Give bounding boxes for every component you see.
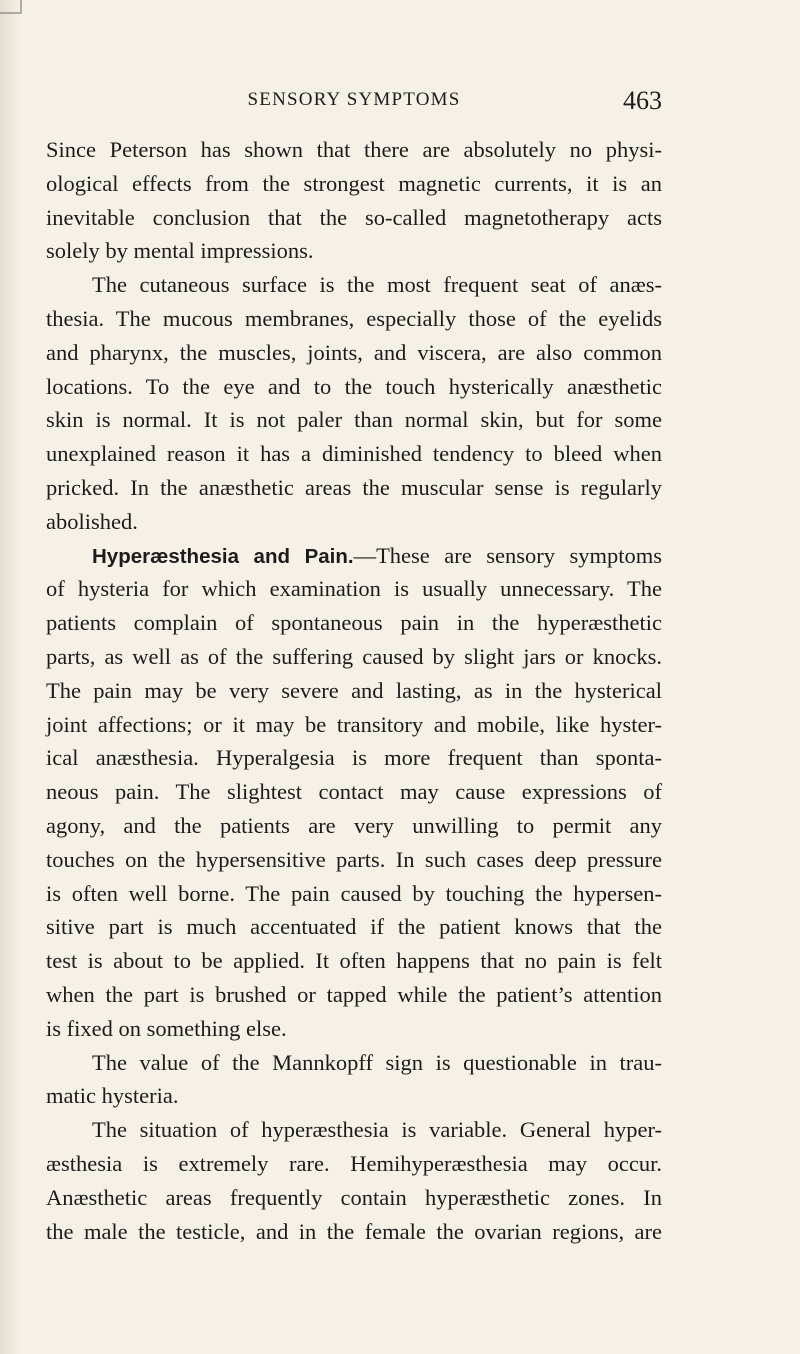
- text-line: [46, 1012, 662, 1046]
- line-text: solely by mental impressions.: [46, 238, 314, 264]
- text-line: [46, 1215, 662, 1249]
- line-text: Since Peterson has shown that there are absolutely no physi-: [46, 137, 662, 162]
- line-text: ical anæsthesia. Hyperalgesia is more frequent than sponta-: [46, 745, 662, 771]
- line-text: and pharynx, the muscles, joints, and viscera, are also common: [46, 339, 662, 365]
- line-text: unexplained reason it has a diminished tendency to bleed when: [46, 441, 662, 467]
- text-line: [46, 1181, 662, 1215]
- text-line: [46, 1147, 662, 1181]
- line-text: skin is normal. It is not paler than normal skin, but for some: [46, 407, 662, 433]
- text-line: [46, 539, 662, 573]
- line-text: inevitable conclusion that the so-called magnetotherapy acts: [46, 204, 662, 230]
- line-text: joint affections; or it may be transitory and mobile, like hyster-: [46, 711, 662, 737]
- text-line: [46, 572, 662, 606]
- running-head: [46, 86, 662, 120]
- text-line: [46, 336, 662, 370]
- line-text: The situation of hyperæsthesia is variable. General hyper-: [92, 1117, 662, 1143]
- line-text: the male the testicle, and in the female the ovarian regions, are: [46, 1218, 662, 1244]
- text-line: [46, 403, 662, 437]
- line-text: Anæsthetic areas frequently contain hyperæsthetic zones. In: [46, 1184, 662, 1210]
- text-line: [46, 978, 662, 1012]
- line-text: of hysteria for which examination is usually unnecessary. The: [46, 576, 662, 602]
- text-line: [46, 234, 662, 268]
- text-line: [46, 708, 662, 742]
- text-line: [46, 606, 662, 640]
- line-text: abolished.: [46, 508, 138, 534]
- text-line: [46, 268, 662, 302]
- section-heading: Hyperæsthesia and Pain.: [92, 544, 354, 568]
- line-text: when the part is brushed or tapped while the patient’s attention: [46, 981, 662, 1007]
- text-line: [46, 133, 662, 167]
- line-text: The cutaneous surface is the most frequent seat of anæs-: [92, 272, 662, 298]
- text-line: [46, 437, 662, 471]
- line-text: matic hysteria.: [46, 1083, 179, 1109]
- line-text: The value of the Mannkopff sign is questionable in trau-: [92, 1049, 662, 1075]
- text-line: [46, 370, 662, 404]
- text-line: [46, 1113, 662, 1147]
- crop-mark: [0, 0, 22, 14]
- text-line: [46, 1046, 662, 1080]
- line-text: locations. To the eye and to the touch hysterically anæsthetic: [46, 373, 662, 399]
- text-line: [46, 843, 662, 877]
- text-line: [46, 471, 662, 505]
- line-text: is fixed on something else.: [46, 1015, 287, 1041]
- line-text: is often well borne. The pain caused by touching the hypersen-: [46, 880, 662, 906]
- text-line: [46, 809, 662, 843]
- line-text: sitive part is much accentuated if the patient knows that the: [46, 914, 662, 940]
- text-line: [46, 674, 662, 708]
- page-gutter-shadow: [0, 0, 22, 1354]
- running-head-title: SENSORY SYMPTOMS: [247, 89, 461, 110]
- text-line: [46, 877, 662, 911]
- page-number: 463: [623, 86, 662, 115]
- text-line: [46, 167, 662, 201]
- body-text: [46, 133, 662, 1248]
- text-line: [46, 1079, 662, 1113]
- line-text: patients complain of spontaneous pain in the hyperæsthetic: [46, 610, 662, 636]
- line-text: agony, and the patients are very unwilling to permit any: [46, 812, 662, 838]
- line-text: æsthesia is extremely rare. Hemihyperæsthesia may occur.: [46, 1150, 662, 1176]
- line-text: —These are sensory symptoms: [353, 542, 662, 568]
- line-text: pricked. In the anæsthetic areas the muscular sense is regularly: [46, 474, 662, 500]
- text-line: [46, 944, 662, 978]
- text-line: [46, 505, 662, 539]
- text-line: [46, 640, 662, 674]
- line-text: test is about to be applied. It often happens that no pain is felt: [46, 948, 662, 974]
- text-line: [46, 201, 662, 235]
- text-line: [46, 910, 662, 944]
- line-text: ological effects from the strongest magnetic currents, it is an: [46, 170, 662, 196]
- line-text: touches on the hypersensitive parts. In such cases deep pressure: [46, 846, 662, 872]
- text-line: [46, 302, 662, 336]
- text-line: [46, 741, 662, 775]
- line-text: thesia. The mucous membranes, especially those of the eyelids: [46, 305, 662, 331]
- line-text: The pain may be very severe and lasting, as in the hysterical: [46, 677, 662, 703]
- line-text: neous pain. The slightest contact may cause expressions of: [46, 779, 662, 805]
- line-text: parts, as well as of the suffering caused by slight jars or knocks.: [46, 643, 662, 669]
- text-line: [46, 775, 662, 809]
